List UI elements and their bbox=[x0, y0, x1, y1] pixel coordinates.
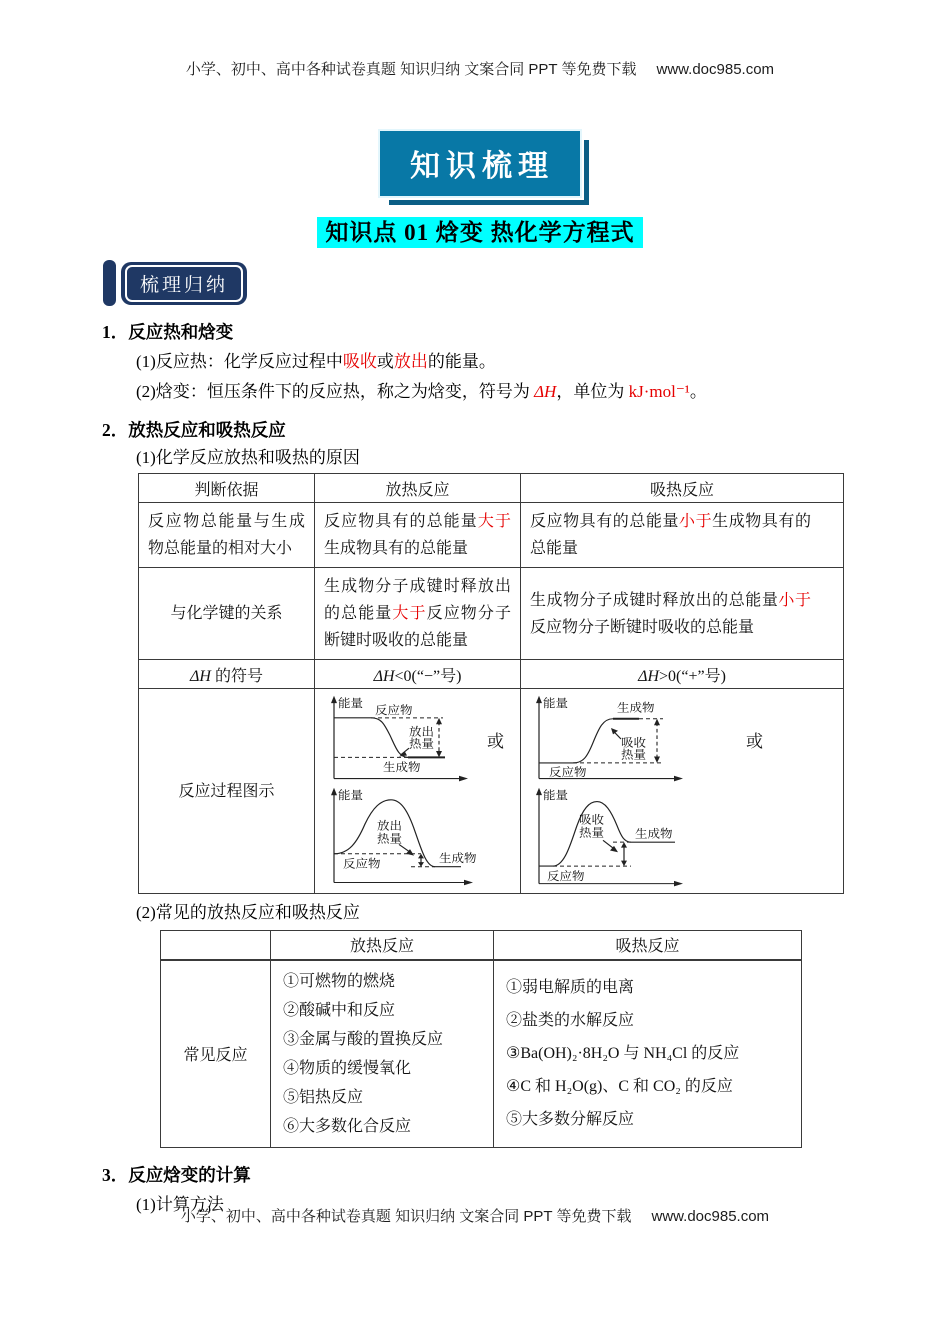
exo-diagram-top-row bbox=[321, 693, 518, 785]
row2-label: 与化学键的关系 bbox=[139, 568, 315, 660]
col-exothermic: 放热反应 bbox=[315, 474, 521, 503]
text-run: 的符号 bbox=[210, 667, 263, 685]
table-row bbox=[139, 568, 844, 660]
page-footer bbox=[0, 1205, 950, 1226]
list-item: ③金属与酸的置换反应 bbox=[283, 1030, 444, 1048]
release-heat-label: 热量 bbox=[409, 736, 434, 751]
absorb-heat-label: 吸收 bbox=[579, 813, 604, 827]
reactant-label: 反应物 bbox=[375, 703, 413, 718]
endo-step-energy-diagram bbox=[527, 693, 692, 785]
endo-diagram-top-row bbox=[527, 693, 841, 785]
reason-table bbox=[138, 473, 844, 894]
row4-endo-diagrams bbox=[521, 689, 844, 894]
row3-label bbox=[139, 660, 315, 689]
badge-row bbox=[103, 259, 860, 307]
list-item: ④物质的缓慢氧化 bbox=[283, 1059, 412, 1077]
text-run: 反应物具有的总能量 bbox=[530, 513, 680, 530]
list-item: ⑥大多数化合反应 bbox=[283, 1117, 412, 1135]
text-run: (2)焓变：恒压条件下的反应热，称之为焓变，符号为 bbox=[136, 382, 535, 401]
row4-label: 反应过程图示 bbox=[139, 689, 315, 894]
absorb-heat-label: 热量 bbox=[621, 747, 646, 762]
reactant-label: 反应物 bbox=[547, 869, 585, 883]
text-run-red: 放出 bbox=[393, 352, 428, 371]
list-item: ②酸碱中和反应 bbox=[283, 1001, 396, 1019]
text-run: 反应物具有的总能量 bbox=[324, 513, 478, 530]
release-heat-label: 放出 bbox=[409, 724, 434, 739]
text-run: 反应物分子断键时吸收的总能量 bbox=[530, 618, 755, 636]
text-run: 的能量。 bbox=[427, 352, 496, 371]
table-header-row bbox=[161, 931, 802, 960]
list-item: ⑤铝热反应 bbox=[283, 1088, 364, 1106]
row4-exo-diagrams bbox=[315, 689, 521, 894]
footer-url: www.doc985.com bbox=[651, 1208, 770, 1225]
section-3-heading: 3．反应焓变的计算 bbox=[102, 1164, 251, 1185]
common-reactions-label: 常见反应 bbox=[161, 960, 271, 1148]
empty-header-cell bbox=[161, 931, 271, 960]
section-2-sub-2: (2)常见的放热反应和吸热反应 bbox=[136, 903, 360, 922]
text-run: 生成物具有的总能量 bbox=[530, 513, 811, 557]
col-basis: 判断依据 bbox=[139, 474, 315, 503]
list-item: ④C 和 H₂O(g)、C 和 CO₂ 的反应 bbox=[506, 1078, 733, 1095]
energy-axis-label: 能量 bbox=[338, 788, 363, 802]
footer-text: 小学、初中、高中各种试卷真题 知识归纳 文案合同 PPT 等免费下载 bbox=[180, 1208, 632, 1225]
table-header-row bbox=[139, 474, 844, 503]
banner-container bbox=[100, 131, 860, 196]
page-header bbox=[100, 58, 860, 79]
table-row bbox=[161, 960, 802, 1148]
section-1-para-1 bbox=[136, 349, 860, 375]
exo-hump-energy-diagram bbox=[321, 785, 481, 889]
row2-endo bbox=[521, 568, 844, 660]
endo-reaction-list bbox=[494, 960, 802, 1148]
or-label: 或 bbox=[746, 731, 763, 751]
unit-kj-mol: kJ·mol⁻¹ bbox=[628, 382, 690, 401]
col-endothermic: 吸热反应 bbox=[521, 474, 844, 503]
topic-line bbox=[100, 214, 860, 247]
exo-step-energy-diagram bbox=[321, 693, 471, 785]
section-1-para-2 bbox=[136, 379, 860, 405]
reactant-label: 反应物 bbox=[343, 857, 381, 871]
delta-h-symbol: ΔH bbox=[638, 667, 660, 685]
list-item: ①可燃物的燃烧 bbox=[283, 972, 396, 990]
delta-h-symbol: ΔH bbox=[373, 667, 395, 685]
text-run: 生成物分子成键时释放出的总能量 bbox=[530, 591, 779, 609]
text-run-red: 大于 bbox=[477, 513, 511, 530]
list-item: ③Ba(OH)₂·8H₂O 与 NH₄Cl 的反应 bbox=[506, 1045, 740, 1062]
row3-endo bbox=[521, 660, 844, 689]
text-run: 。 bbox=[689, 382, 707, 401]
row1-endo bbox=[521, 503, 844, 568]
table-row bbox=[139, 660, 844, 689]
text-run: 生成物分子成键时释放出的总能量 bbox=[324, 578, 511, 622]
absorb-heat-label: 热量 bbox=[579, 826, 604, 840]
col-endothermic: 吸热反应 bbox=[494, 931, 802, 960]
endo-hump-energy-diagram bbox=[527, 785, 692, 891]
text-run: <0(“−”号) bbox=[394, 667, 462, 685]
text-run-red: 小于 bbox=[778, 591, 811, 609]
section-2-sub-1: (1)化学反应放热和吸热的原因 bbox=[136, 448, 360, 467]
topic-highlight: 知识点 01 焓变 热化学方程式 bbox=[317, 217, 642, 248]
text-run: ，单位为 bbox=[556, 382, 629, 401]
text-run: 或 bbox=[376, 352, 394, 371]
release-heat-label: 热量 bbox=[377, 831, 402, 846]
product-label: 生成物 bbox=[617, 700, 655, 715]
summary-badge bbox=[121, 262, 247, 305]
list-item: ⑤大多数分解反应 bbox=[506, 1111, 635, 1128]
product-label: 生成物 bbox=[635, 826, 673, 841]
product-label: 生成物 bbox=[383, 760, 421, 775]
row1-label: 反应物总能量与生成物总能量的相对大小 bbox=[139, 503, 315, 568]
row3-exo bbox=[315, 660, 521, 689]
absorb-heat-label: 吸收 bbox=[621, 735, 646, 750]
section-3-para-1: (1)计算方法 bbox=[136, 1194, 224, 1214]
text-run-red: 小于 bbox=[679, 513, 713, 530]
badge-left-bar bbox=[103, 260, 116, 306]
energy-axis-label: 能量 bbox=[338, 696, 363, 710]
section-2-heading: 2．放热反应和吸热反应 bbox=[102, 420, 286, 440]
text-run: >0(“+”号) bbox=[659, 667, 726, 685]
product-label: 生成物 bbox=[439, 851, 477, 865]
summary-badge-label: 梳理归纳 bbox=[125, 265, 243, 302]
or-label: 或 bbox=[487, 731, 504, 751]
text-run: (1)反应热：化学反应过程中 bbox=[136, 352, 343, 371]
common-reactions-table bbox=[160, 930, 802, 1148]
list-item: ①弱电解质的电离 bbox=[506, 979, 635, 996]
text-run-red: 大于 bbox=[392, 605, 427, 622]
text-run: 反应物分子断键时吸收的总能量 bbox=[324, 605, 511, 649]
row1-exo bbox=[315, 503, 521, 568]
header-url: www.doc985.com bbox=[656, 61, 775, 78]
exo-reaction-list bbox=[271, 960, 494, 1148]
energy-axis-label: 能量 bbox=[543, 788, 568, 802]
list-item: ②盐类的水解反应 bbox=[506, 1012, 635, 1029]
table-row bbox=[139, 503, 844, 568]
table-row-diagrams bbox=[139, 689, 844, 894]
delta-h-symbol: ΔH bbox=[190, 667, 211, 685]
release-heat-label: 放出 bbox=[377, 818, 402, 833]
knowledge-banner: 知识梳理 bbox=[380, 131, 580, 196]
row2-exo bbox=[315, 568, 521, 660]
col-exothermic: 放热反应 bbox=[271, 931, 494, 960]
text-run: 生成物具有的总能量 bbox=[324, 540, 469, 557]
text-run-red: 吸收 bbox=[342, 352, 377, 371]
reactant-label: 反应物 bbox=[549, 765, 587, 779]
header-text: 小学、初中、高中各种试卷真题 知识归纳 文案合同 PPT 等免费下载 bbox=[185, 61, 637, 78]
delta-h-symbol: ΔH bbox=[534, 382, 557, 401]
section-1-heading: 1．反应热和焓变 bbox=[102, 322, 234, 342]
energy-axis-label: 能量 bbox=[543, 696, 568, 710]
